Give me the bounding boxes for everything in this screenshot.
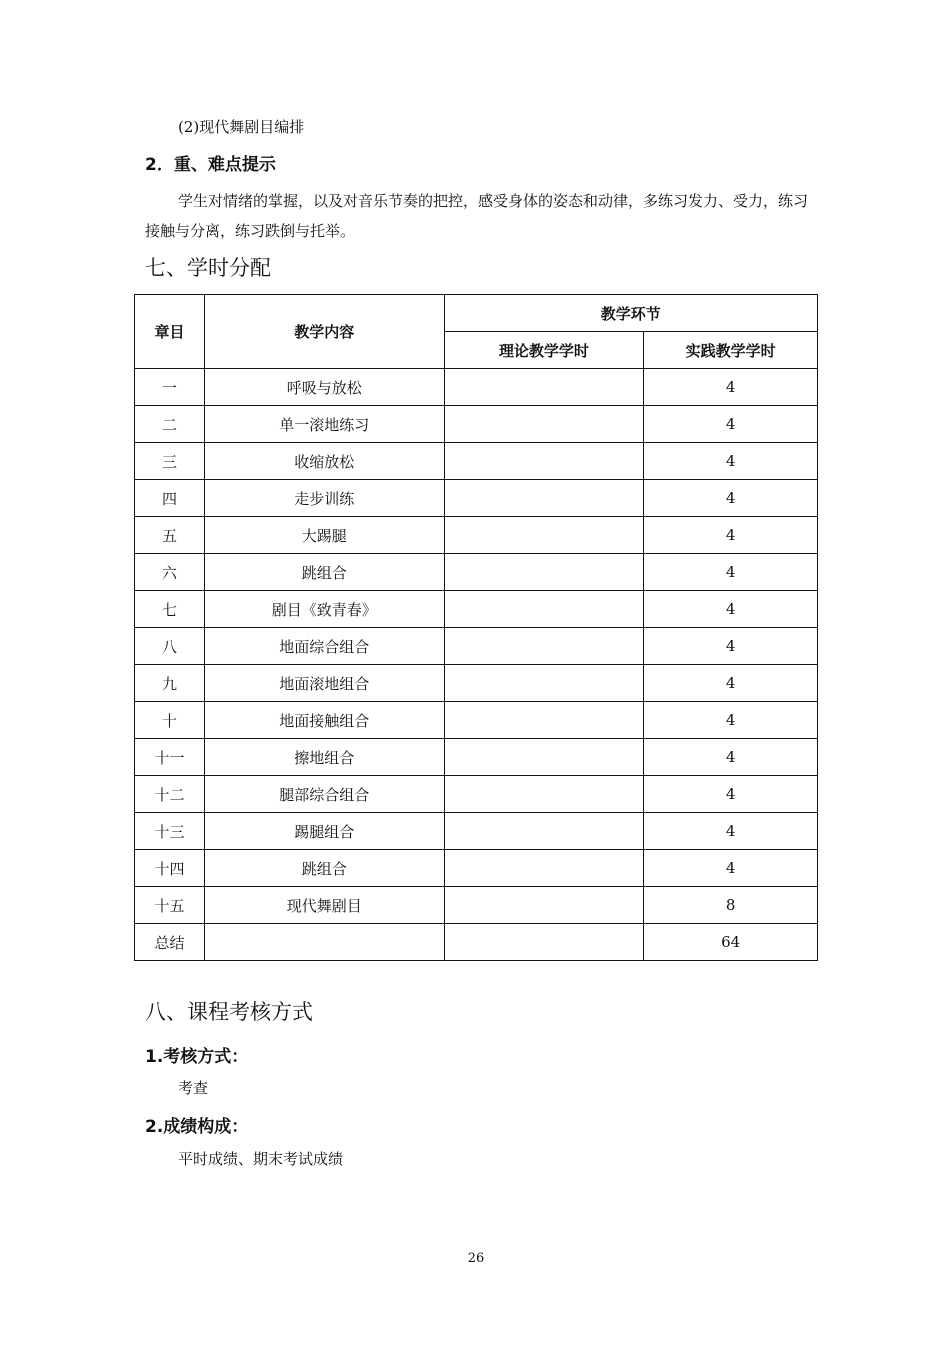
cell-chapter: 十二	[135, 776, 205, 813]
table-row	[135, 480, 818, 517]
cell-content: 现代舞剧目	[204, 887, 444, 924]
cell-content: 踢腿组合	[204, 813, 444, 850]
table-row	[135, 924, 818, 961]
cell-theory	[444, 554, 644, 591]
table-row	[135, 369, 818, 406]
header-chapter: 章目	[135, 295, 205, 369]
cell-chapter: 十五	[135, 887, 205, 924]
cell-practice: 4	[644, 776, 818, 813]
cell-theory	[444, 517, 644, 554]
cell-theory	[444, 443, 644, 480]
cell-theory	[444, 628, 644, 665]
cell-content: 跳组合	[204, 554, 444, 591]
grade-heading: 2.成绩构成：	[145, 1117, 249, 1137]
cell-theory	[444, 369, 644, 406]
header-stage: 教学环节	[444, 295, 817, 332]
table-row	[135, 406, 818, 443]
cell-chapter: 十四	[135, 850, 205, 887]
cell-chapter: 三	[135, 443, 205, 480]
cell-practice: 4	[644, 591, 818, 628]
table-row	[135, 887, 818, 924]
cell-chapter: 十三	[135, 813, 205, 850]
cell-content	[204, 924, 444, 961]
cell-theory	[444, 480, 644, 517]
cell-content: 剧目《致青春》	[204, 591, 444, 628]
cell-theory	[444, 813, 644, 850]
header-content: 教学内容	[204, 295, 444, 369]
cell-content: 跳组合	[204, 850, 444, 887]
cell-content: 地面滚地组合	[204, 665, 444, 702]
table-row	[135, 554, 818, 591]
header-practice: 实践教学学时	[644, 332, 818, 369]
cell-chapter: 五	[135, 517, 205, 554]
cell-content: 单一滚地练习	[204, 406, 444, 443]
cell-content: 收缩放松	[204, 443, 444, 480]
cell-chapter: 十一	[135, 739, 205, 776]
cell-content: 呼吸与放松	[204, 369, 444, 406]
cell-theory	[444, 776, 644, 813]
header-theory: 理论教学学时	[444, 332, 644, 369]
cell-theory	[444, 924, 644, 961]
cell-practice: 4	[644, 628, 818, 665]
cell-theory	[444, 665, 644, 702]
section8-title: 八、课程考核方式	[145, 1000, 313, 1024]
page-number: 26	[467, 1251, 485, 1266]
cell-practice: 4	[644, 554, 818, 591]
cell-practice: 4	[644, 369, 818, 406]
table-row	[135, 813, 818, 850]
method-text: 考查	[178, 1079, 209, 1097]
table-body	[135, 369, 818, 961]
cell-content: 大踢腿	[204, 517, 444, 554]
table-row	[135, 628, 818, 665]
method-heading: 1.考核方式：	[145, 1047, 249, 1067]
key-points-text: 学生对情绪的掌握，以及对音乐节奏的把控，感受身体的姿态和动律，多练习发力、受力，练习接触与分离，练习跌倒与托举。	[145, 192, 809, 240]
hours-allocation-table	[134, 294, 818, 961]
cell-theory	[444, 850, 644, 887]
cell-chapter: 九	[135, 665, 205, 702]
table-row	[135, 517, 818, 554]
grade-text: 平时成绩、期末考试成绩	[178, 1150, 344, 1168]
cell-chapter: 十	[135, 702, 205, 739]
cell-practice: 4	[644, 850, 818, 887]
cell-chapter: 二	[135, 406, 205, 443]
cell-chapter: 六	[135, 554, 205, 591]
cell-chapter: 八	[135, 628, 205, 665]
cell-theory	[444, 406, 644, 443]
cell-practice: 4	[644, 739, 818, 776]
table-row	[135, 443, 818, 480]
cell-chapter: 总结	[135, 924, 205, 961]
cell-content: 地面接触组合	[204, 702, 444, 739]
table-row	[135, 591, 818, 628]
table-row	[135, 665, 818, 702]
cell-practice: 4	[644, 406, 818, 443]
table-row	[135, 702, 818, 739]
table-row	[135, 776, 818, 813]
cell-theory	[444, 887, 644, 924]
cell-practice: 4	[644, 443, 818, 480]
cell-chapter: 四	[135, 480, 205, 517]
cell-content: 地面综合组合	[204, 628, 444, 665]
cell-practice: 4	[644, 665, 818, 702]
cell-practice: 4	[644, 480, 818, 517]
cell-practice: 4	[644, 813, 818, 850]
cell-theory	[444, 591, 644, 628]
cell-practice: 4	[644, 702, 818, 739]
cell-content: 腿部综合组合	[204, 776, 444, 813]
cell-practice: 8	[644, 887, 818, 924]
cell-chapter: 七	[135, 591, 205, 628]
cell-practice: 64	[644, 924, 818, 961]
table-row	[135, 850, 818, 887]
table-row	[135, 739, 818, 776]
section7-title: 七、学时分配	[145, 256, 271, 280]
key-points-heading: 2．重、难点提示	[145, 155, 276, 175]
cell-content: 擦地组合	[204, 739, 444, 776]
cell-chapter: 一	[135, 369, 205, 406]
cell-theory	[444, 702, 644, 739]
top-item: (2)现代舞剧目编排	[178, 118, 305, 136]
cell-theory	[444, 739, 644, 776]
cell-practice: 4	[644, 517, 818, 554]
cell-content: 走步训练	[204, 480, 444, 517]
